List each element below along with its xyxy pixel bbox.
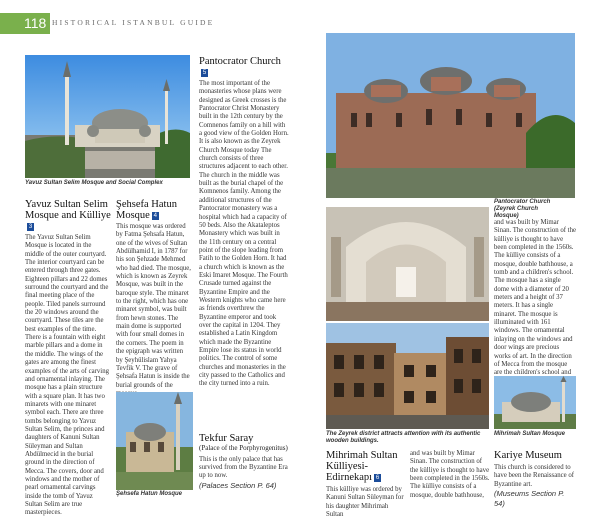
section-heading (326, 450, 406, 483)
section-body: The most important of the monasteries whose plans were designed as Greek crosses is the Pantocrator Christ Monastery built in the 12th century by the Comnenos family on a hill with a good view of the Golden Horn. It is also known as the Zeyrek Church Mosque today The church consists of three structures adjacent to each other. The church in the middle was built as the burial chapel of the Komnenos family. Among the additional structures of the Pantocrator monastery was a hospital which had a capacity of 50 beds. Also the Akataleptos Monastery which was built in the 11th century on a central point of the slope leading from Fatih to the Golden Horn. It had a church which is known as the Eski Imaret Mosque. The Fourth Crusade turned against the Byzantine Empire and the Western knights who came here as friends overthrew the Byzantine emperor and took over the capital in 1204. They established a Latin Kingdom which made the Byzantine Empire lose its status in world politics. The control of some churches and monasteries in the city passed to the Catholics and the city turned into a ruin. (199, 80, 289, 388)
running-title: HISTORICAL ISTANBUL GUIDE (52, 18, 215, 27)
section-mihrimah-middle (410, 450, 490, 500)
section-reference: (Museums Section P. 54) (494, 489, 565, 509)
yavuz-mosque-photo (25, 55, 190, 178)
pantocrator-interior-photo (326, 207, 489, 321)
heading-text: Yavuz Sultan Selim Mosque and Külliye (25, 199, 111, 221)
pantocrator-church-photo (326, 33, 575, 198)
section-body: This is the only palace that has survived from the Byzantine Era up to now. (199, 455, 288, 480)
section-body: This mosque was ordered by Fatma Şehsafa Hatun, one of the wives of Sultan Abdülhamid I, in 1787 for his son Şehzade Mehmed who had died. The mosque, which is known as Zeyrek Mosque, was built in the baroque style. The minaret to the right, which has one minaret symbol, was built from hewn stones. The main dome is supported with four small domes in the corners. The poem in the epigraph was written by Şeyhülislam Yahya Tevfik V. The grave of Şehsafa Hatun is inside the burial grounds of the (116, 223, 192, 389)
mihrimah-mosque-photo (494, 376, 576, 429)
zeyrek-wooden-houses-photo (326, 323, 489, 429)
section-sehsefa (116, 199, 191, 398)
section-tekfur (199, 433, 289, 491)
section-yavuz (25, 199, 111, 518)
section-body: and was built by Mimar Sinan. The construction of the külliye is thought to have been completed in the 1560s. The külliye consists of a mosque, double bathhouse, a tomb and a children's school. The mosque has a single dome with a diameter of 20 meters and a height of 37 meters. It has a single minaret. The mosque is illuminated with 161 windows. The ornamental inlaying on the windows and door wings are precious works of art. In the direction of Mecca from the mosque are the children's school and (494, 219, 576, 377)
heading-text: Mihrimah Sultan Külliyesi-Edirnekapı (326, 450, 398, 483)
section-subtitle: (Palace of the Porphyrogenitus) (199, 444, 288, 452)
section-mihrimah (326, 450, 406, 519)
section-kariye (494, 450, 576, 509)
section-heading: Kariye Museum (494, 450, 562, 461)
section-heading: Tekfur Saray (199, 433, 254, 444)
sehsefa-mosque-photo (116, 392, 193, 490)
section-body: This church is considered to have been the Renaissance of Byzantine art. (494, 464, 575, 488)
page-number: 118 (0, 13, 50, 34)
section-reference: (Palaces Section P. 64) (199, 480, 277, 490)
caption-yavuz: Yavuz Sultan Selim Mosque and Social Complex (25, 180, 163, 186)
heading-text: Pantocrator Church (199, 56, 281, 67)
section-heading (199, 56, 289, 78)
caption-zeyrek: The Zeyrek district attracts attention with its authentic wooden buildings. (326, 431, 481, 444)
map-number-badge: 4 (153, 213, 158, 219)
section-body: The Yavuz Sultan Selim Mosque is located in the middle of the outer courtyard. The interior courtyard can be entered through three gates. Eighteen pillars and 22 domes surround the courtyard and the final meeting place of the people. Tiled panels surround the 20 windows around the courtyard. These tiles are the best examples of the time. There is a fountain with eight marble pillars and a dome in the middle. The wings of the gates are among the finest examples of the arts of carving and ornamental inlaying. The mosque has a plain structure with a square plan. It has two minarets with one minaret symbol each. There are three tombs belonging to Yavuz Sultan Selim, the princes and daughters of Kanuni Sultan Süleyman and Sultan Abdülmecid in the burial ground in the direction of Mecca. The covers, door and windows and the mother of pearl ornamental carvings inside the tomb of Yavuz Sultan Selim are true masterpieces. (25, 234, 109, 517)
map-number-badge: 3 (28, 224, 33, 230)
section-heading (25, 199, 111, 232)
section-pantocrator (199, 56, 289, 389)
section-heading (116, 199, 191, 221)
caption-mihrimah: Mihrimah Sultan Mosque (494, 431, 566, 437)
map-number-badge: 5 (202, 70, 207, 76)
caption-sehsefa: Şehsefa Hatun Mosque (116, 491, 183, 497)
section-body: This külliye was ordered by Kanuni Sultan Süleyman for his daughter Mihrimah Sultan (326, 486, 404, 519)
map-number-badge: 6 (375, 475, 380, 481)
caption-pantocrator: Pantocrator Church (Zeyrek Church Mosque) (494, 199, 551, 219)
section-body-middle: and was built by Mimar Sinan. The construction of the külliye is thought to have been completed in the 1560s. The külliye consists of a mosque, double bathhouse, (410, 450, 490, 499)
heading-text: Şehsefa Hatun Mosque (116, 199, 177, 221)
